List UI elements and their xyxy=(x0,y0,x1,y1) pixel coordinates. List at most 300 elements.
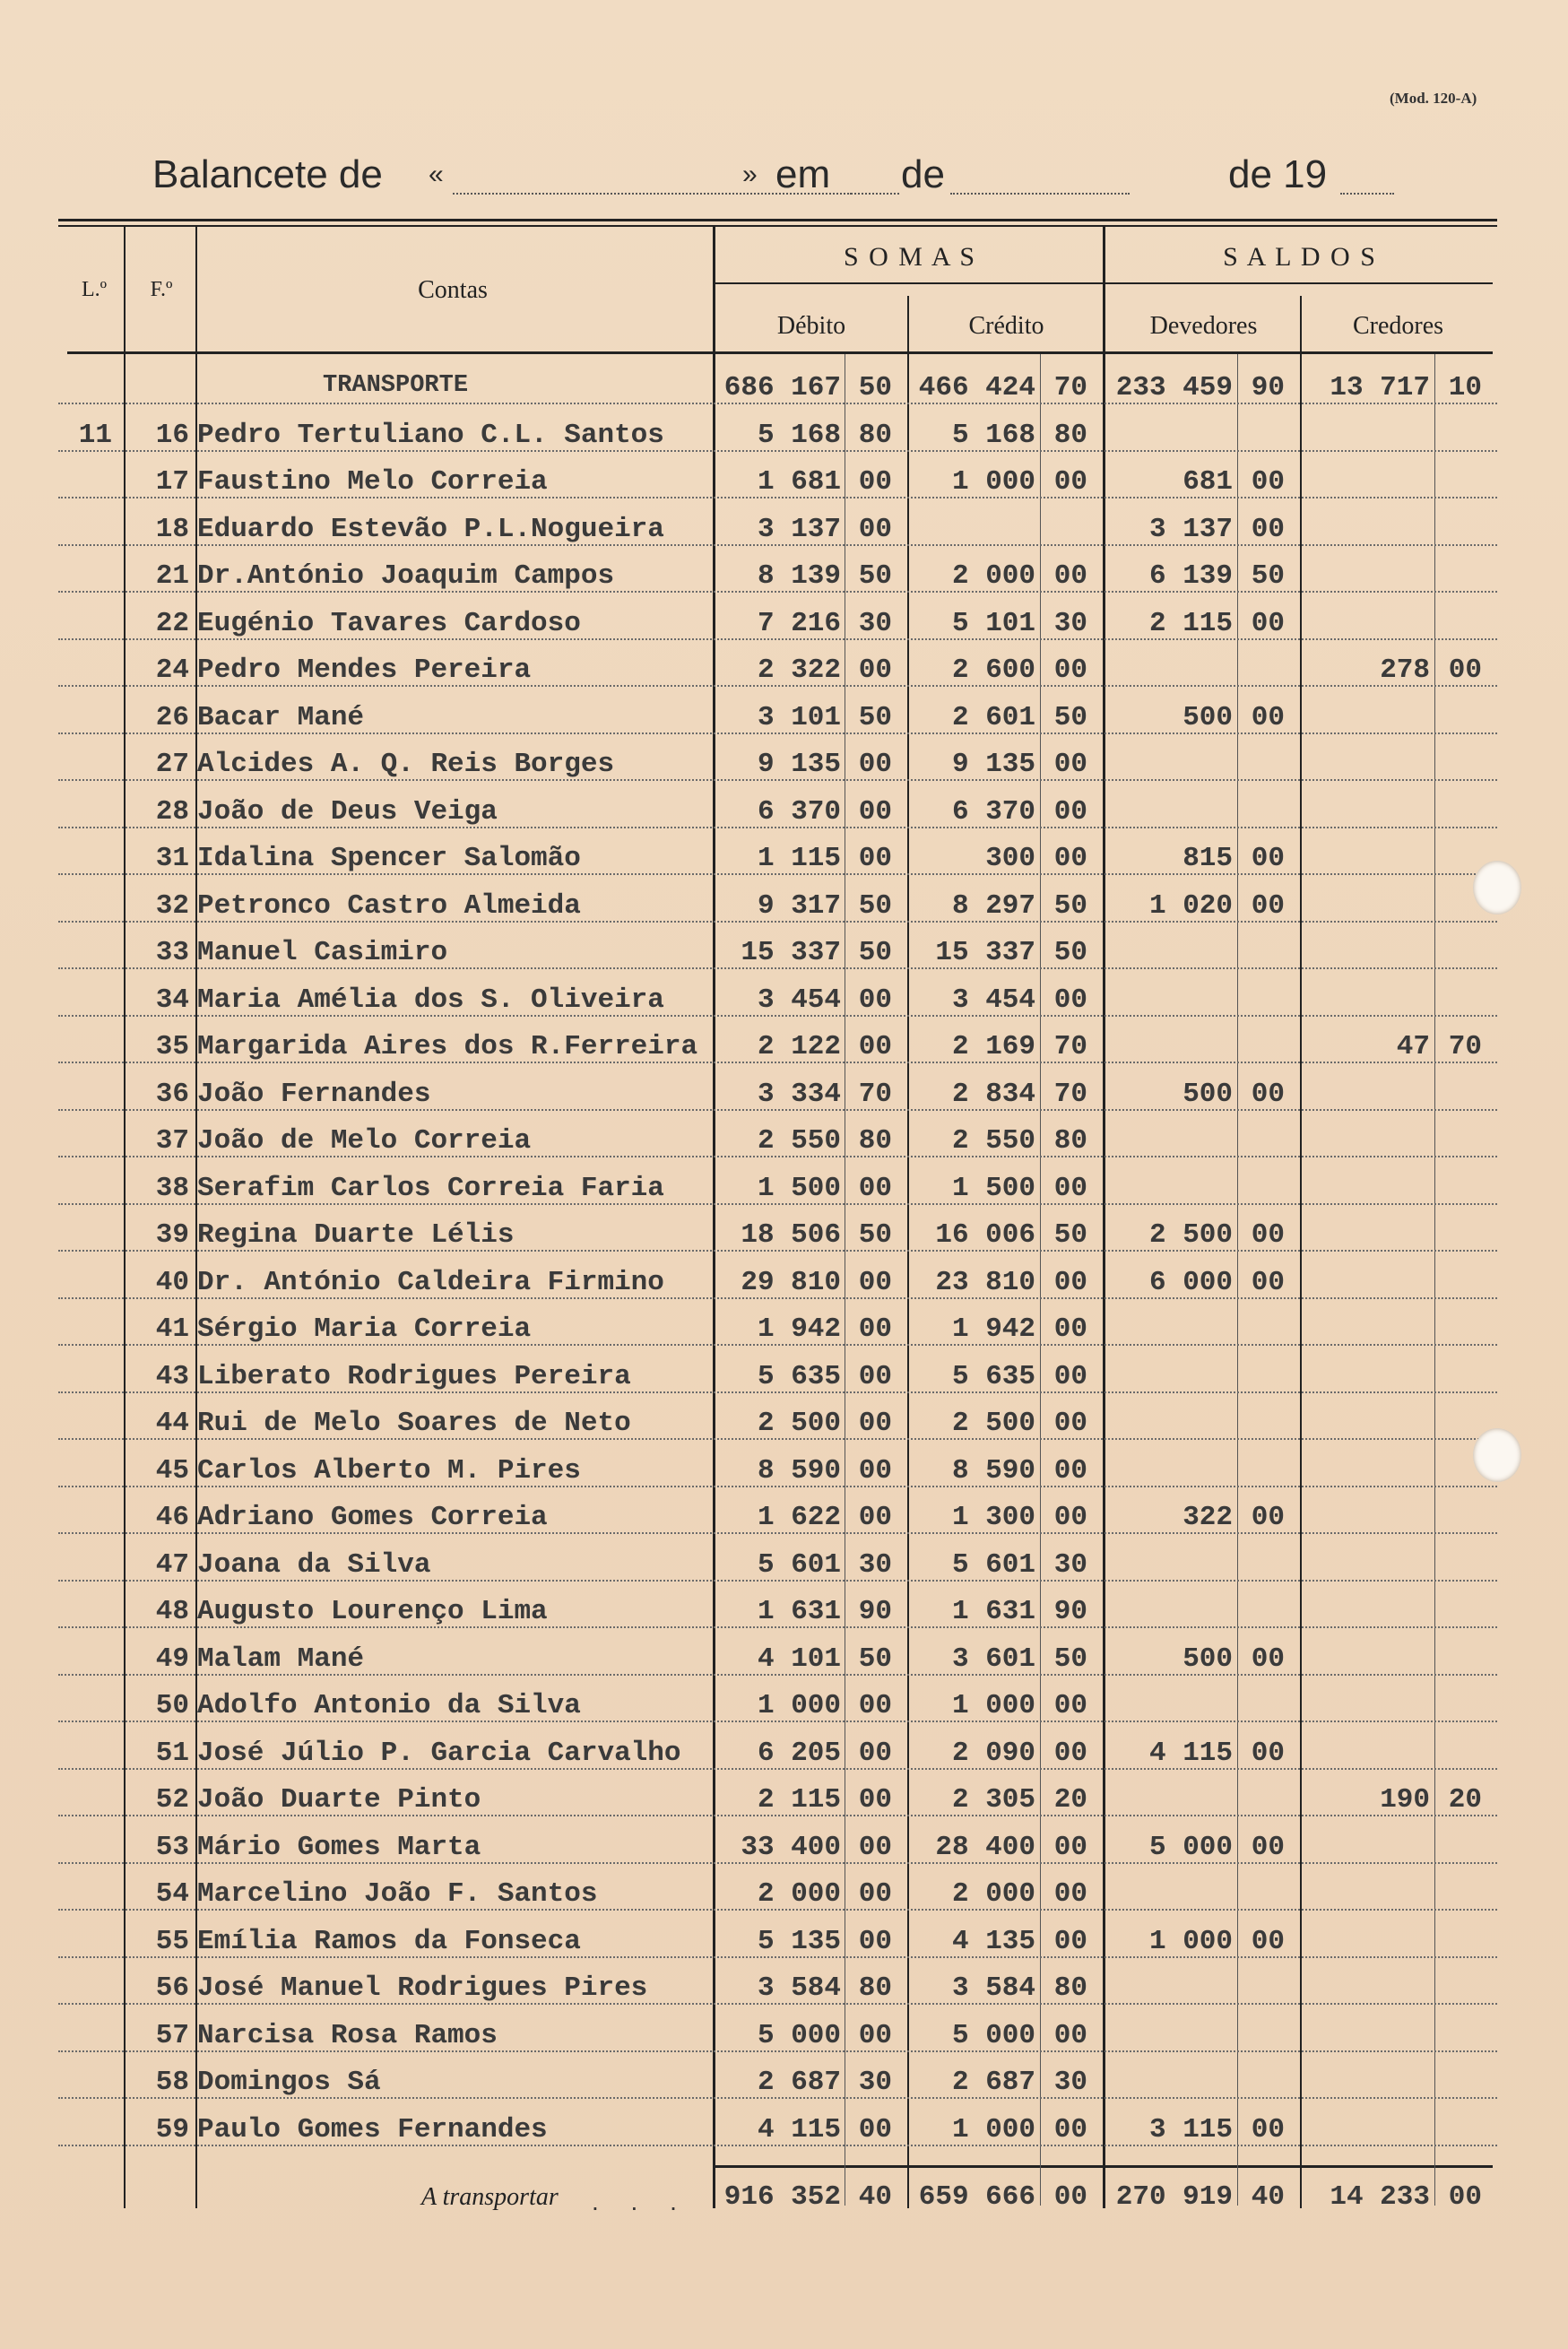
debito-cents: 00 xyxy=(858,1690,892,1721)
account-name: João de Deus Veiga xyxy=(197,795,498,828)
credito-cents: 30 xyxy=(1053,607,1087,639)
header-contas: Contas xyxy=(418,276,488,304)
table-row xyxy=(58,740,1497,786)
punch-hole-bottom xyxy=(1473,1428,1521,1482)
account-name: Margarida Aires dos R.Ferreira xyxy=(197,1031,698,1062)
debito-cents: 00 xyxy=(858,466,892,498)
credores-value: 47 xyxy=(1396,1031,1430,1062)
table-row xyxy=(58,1070,1497,1116)
account-name: Faustino Melo Correia xyxy=(197,466,548,498)
credores-cents: 10 xyxy=(1448,372,1482,403)
table-row xyxy=(58,1116,1497,1163)
debito-value: 33 400 xyxy=(741,1831,841,1863)
table-row xyxy=(58,1164,1497,1210)
credito-value: 2 000 xyxy=(951,1878,1035,1910)
account-name: Serafim Carlos Correia Faria xyxy=(197,1172,664,1204)
debito-value: 1 115 xyxy=(757,843,841,874)
account-name: Marcelino João F. Santos xyxy=(197,1878,598,1910)
debito-cents: 80 xyxy=(858,419,892,451)
credito-cents: 50 xyxy=(1053,937,1087,968)
row-fo: 22 xyxy=(155,607,189,639)
debito-cents: 80 xyxy=(858,1972,892,2004)
credores-cents: 00 xyxy=(1448,654,1482,686)
account-name: Liberato Rodrigues Pereira xyxy=(197,1360,631,1392)
table-row xyxy=(58,1446,1497,1493)
row-fo: 34 xyxy=(155,984,189,1016)
devedores-value: 815 xyxy=(1182,843,1233,874)
debito-value: 1 681 xyxy=(757,466,841,498)
title-blank-3 xyxy=(950,193,1130,195)
debito-cents: 00 xyxy=(858,2019,892,2051)
account-name: João de Melo Correia xyxy=(197,1125,532,1157)
devedores-value: 681 xyxy=(1182,466,1233,498)
header-lo: L.º xyxy=(81,278,108,301)
credito-cents: 00 xyxy=(1053,984,1087,1016)
account-name: João Duarte Pinto xyxy=(197,1784,481,1816)
row-fo: 51 xyxy=(155,1737,189,1769)
a-transportar-label: A transportar xyxy=(421,2183,559,2211)
account-name: TRANSPORTE xyxy=(323,372,469,399)
credito-cents: 90 xyxy=(1053,1596,1087,1627)
devedores-value: 500 xyxy=(1182,701,1233,733)
header-fo: F.º xyxy=(150,278,173,301)
credito-value: 2 601 xyxy=(951,701,1035,733)
debito-value: 3 334 xyxy=(757,1078,841,1110)
credito-cents: 50 xyxy=(1053,889,1087,922)
credito-cents: 00 xyxy=(1053,1266,1087,1298)
row-fo: 38 xyxy=(155,1172,189,1204)
table-row xyxy=(58,646,1497,692)
credito-cents: 00 xyxy=(1053,1831,1087,1863)
account-name: Adriano Gomes Correia xyxy=(197,1502,548,1533)
credito-cents: 00 xyxy=(1053,795,1087,828)
credito-cents: 70 xyxy=(1053,1031,1087,1062)
credito-value: 1 631 xyxy=(951,1596,1035,1627)
table-row xyxy=(58,1258,1497,1305)
credito-cents: 00 xyxy=(1053,749,1087,780)
debito-value: 2 550 xyxy=(757,1125,841,1157)
row-fo: 48 xyxy=(155,1596,189,1627)
row-fo: 16 xyxy=(155,419,189,451)
debito-value: 7 216 xyxy=(757,607,841,639)
account-name: João Fernandes xyxy=(197,1078,431,1110)
table-row xyxy=(58,599,1497,646)
account-name: José Manuel Rodrigues Pires xyxy=(197,1972,648,2004)
debito-cents: 00 xyxy=(858,1784,892,1816)
debito-value: 1 500 xyxy=(757,1172,841,1204)
debito-cents: 50 xyxy=(858,1643,892,1675)
devedores-cents: 00 xyxy=(1251,1831,1285,1863)
account-name: José Júlio P. Garcia Carvalho xyxy=(197,1737,681,1769)
credores-cents: 20 xyxy=(1448,1784,1482,1816)
title-blank-4 xyxy=(1340,193,1394,195)
table-row xyxy=(58,1587,1497,1634)
credito-cents: 80 xyxy=(1053,1125,1087,1157)
devedores-cents: 90 xyxy=(1251,372,1285,403)
debito-value: 3 137 xyxy=(757,513,841,545)
credores-value: 13 717 xyxy=(1330,372,1430,403)
total-credores-cents: 00 xyxy=(1448,2181,1482,2213)
table-row xyxy=(58,1305,1497,1351)
credito-cents: 20 xyxy=(1053,1784,1087,1816)
account-name: Sérgio Maria Correia xyxy=(197,1313,532,1345)
total-credito-cents: 00 xyxy=(1053,2181,1087,2213)
credito-value: 3 584 xyxy=(951,1972,1035,2004)
credito-value: 6 370 xyxy=(951,795,1035,828)
header-saldos: S A L D O S xyxy=(1223,242,1377,272)
debito-value: 1 622 xyxy=(757,1502,841,1533)
table-row xyxy=(58,1775,1497,1822)
debito-cents: 00 xyxy=(858,1266,892,1298)
devedores-value: 1 000 xyxy=(1148,1925,1233,1957)
devedores-cents: 00 xyxy=(1251,1925,1285,1957)
account-name: Emília Ramos da Fonseca xyxy=(197,1925,581,1957)
row-fo: 31 xyxy=(155,843,189,874)
row-fo: 43 xyxy=(155,1360,189,1392)
debito-value: 2 000 xyxy=(757,1878,841,1910)
debito-cents: 00 xyxy=(858,1313,892,1345)
credito-cents: 30 xyxy=(1053,1548,1087,1581)
row-fo: 18 xyxy=(155,513,189,545)
devedores-value: 3 137 xyxy=(1148,513,1233,545)
table-row xyxy=(58,693,1497,740)
row-fo: 44 xyxy=(155,1408,189,1439)
account-name: Alcides A. Q. Reis Borges xyxy=(197,749,615,780)
debito-cents: 00 xyxy=(858,1454,892,1487)
header-credores: Credores xyxy=(1352,312,1444,340)
account-name: Narcisa Rosa Ramos xyxy=(197,2019,498,2051)
credito-value: 5 635 xyxy=(951,1360,1035,1392)
debito-cents: 50 xyxy=(858,372,892,403)
table-row xyxy=(58,1540,1497,1587)
devedores-cents: 00 xyxy=(1251,889,1285,922)
debito-value: 5 168 xyxy=(757,419,841,451)
credito-value: 3 454 xyxy=(951,984,1035,1016)
devedores-cents: 50 xyxy=(1251,560,1285,592)
debito-cents: 00 xyxy=(858,984,892,1016)
row-fo: 40 xyxy=(155,1266,189,1298)
debito-cents: 00 xyxy=(858,1502,892,1533)
table-row xyxy=(58,1823,1497,1869)
debito-value: 5 000 xyxy=(757,2019,841,2051)
credito-value: 466 424 xyxy=(918,372,1035,403)
header-credito: Crédito xyxy=(968,312,1044,340)
devedores-cents: 00 xyxy=(1251,1643,1285,1675)
debito-value: 2 500 xyxy=(757,1408,841,1439)
row-fo: 58 xyxy=(155,2067,189,2098)
credito-cents: 00 xyxy=(1053,1925,1087,1957)
debito-cents: 50 xyxy=(858,1219,892,1251)
credito-cents: 00 xyxy=(1053,1878,1087,1910)
devedores-value: 6 139 xyxy=(1148,560,1233,592)
credito-cents: 00 xyxy=(1053,1313,1087,1345)
table-row xyxy=(58,1681,1497,1728)
debito-cents: 70 xyxy=(858,1078,892,1110)
debito-value: 4 115 xyxy=(757,2113,841,2145)
table-row xyxy=(58,1493,1497,1539)
debito-value: 3 584 xyxy=(757,1972,841,2004)
credito-value: 2 500 xyxy=(951,1408,1035,1439)
row-fo: 35 xyxy=(155,1031,189,1062)
punch-hole-top xyxy=(1473,861,1521,914)
devedores-cents: 00 xyxy=(1251,513,1285,545)
credito-cents: 00 xyxy=(1053,654,1087,686)
credito-cents: 00 xyxy=(1053,1454,1087,1487)
account-name: Domingos Sá xyxy=(197,2067,381,2098)
credito-value: 5 168 xyxy=(951,419,1035,451)
title-de-19: de 19 xyxy=(1228,152,1328,196)
account-name: Maria Amélia dos S. Oliveira xyxy=(197,984,664,1016)
debito-cents: 00 xyxy=(858,1831,892,1863)
debito-value: 6 370 xyxy=(757,795,841,828)
header-debito: Débito xyxy=(776,312,846,340)
credito-value: 8 590 xyxy=(951,1454,1035,1487)
debito-value: 2 322 xyxy=(757,654,841,686)
credito-cents: 30 xyxy=(1053,2067,1087,2098)
credito-cents: 00 xyxy=(1053,1408,1087,1439)
account-name: Adolfo Antonio da Silva xyxy=(197,1690,581,1721)
footer-totals-row xyxy=(58,2172,1497,2219)
account-name: Pedro Mendes Pereira xyxy=(197,654,532,686)
credito-cents: 70 xyxy=(1053,372,1087,403)
account-name: Augusto Lourenço Lima xyxy=(197,1596,548,1627)
debito-value: 4 101 xyxy=(757,1643,841,1675)
row-fo: 32 xyxy=(155,889,189,922)
table-row xyxy=(58,2011,1497,2058)
account-name: Pedro Tertuliano C.L. Santos xyxy=(197,419,664,451)
table-row xyxy=(58,1210,1497,1257)
devedores-cents: 00 xyxy=(1251,607,1285,639)
devedores-cents: 00 xyxy=(1251,701,1285,733)
account-name: Dr. António Caldeira Firmino xyxy=(197,1266,664,1298)
devedores-cents: 00 xyxy=(1251,1078,1285,1110)
credito-value: 2 834 xyxy=(951,1078,1035,1110)
credito-cents: 50 xyxy=(1053,1643,1087,1675)
debito-cents: 00 xyxy=(858,1408,892,1439)
total-credores: 14 233 xyxy=(1330,2181,1430,2213)
devedores-value: 322 xyxy=(1182,1502,1233,1533)
table-row xyxy=(58,834,1497,880)
credito-value: 2 600 xyxy=(951,654,1035,686)
debito-cents: 00 xyxy=(858,2113,892,2145)
credito-value: 8 297 xyxy=(951,889,1035,922)
credores-value: 190 xyxy=(1380,1784,1430,1816)
credito-cents: 50 xyxy=(1053,1219,1087,1251)
credito-value: 2 687 xyxy=(951,2067,1035,2098)
credito-value: 15 337 xyxy=(935,937,1035,968)
credito-value: 3 601 xyxy=(951,1643,1035,1675)
credito-cents: 70 xyxy=(1053,1078,1087,1110)
header-devedores: Devedores xyxy=(1149,312,1258,340)
credito-value: 23 810 xyxy=(935,1266,1035,1298)
account-name: Regina Duarte Lélis xyxy=(197,1219,515,1251)
row-fo: 17 xyxy=(155,466,189,498)
row-fo: 53 xyxy=(155,1831,189,1863)
table-row xyxy=(58,975,1497,1022)
row-fo: 59 xyxy=(155,2113,189,2145)
debito-value: 6 205 xyxy=(757,1737,841,1769)
title-de-1: de xyxy=(901,152,945,196)
account-name: Malam Mané xyxy=(197,1643,365,1675)
devedores-value: 3 115 xyxy=(1148,2113,1233,2145)
devedores-cents: 00 xyxy=(1251,1266,1285,1298)
account-name: Eduardo Estevão P.L.Nogueira xyxy=(197,513,664,545)
table-row xyxy=(58,505,1497,551)
credito-value: 28 400 xyxy=(935,1831,1035,1863)
credito-value: 2 550 xyxy=(951,1125,1035,1157)
table-row xyxy=(58,1917,1497,1963)
debito-value: 5 635 xyxy=(757,1360,841,1392)
table-row xyxy=(58,1399,1497,1445)
row-fo: 41 xyxy=(155,1313,189,1345)
table-row xyxy=(58,2105,1497,2152)
debito-cents: 00 xyxy=(858,1360,892,1392)
debito-value: 8 590 xyxy=(757,1454,841,1487)
credito-cents: 00 xyxy=(1053,1690,1087,1721)
row-fo: 37 xyxy=(155,1125,189,1157)
devedores-cents: 00 xyxy=(1251,1502,1285,1533)
devedores-value: 5 000 xyxy=(1148,1831,1233,1863)
debito-cents: 00 xyxy=(858,843,892,874)
total-debito: 916 352 xyxy=(723,2181,841,2213)
devedores-value: 6 000 xyxy=(1148,1266,1233,1298)
page-title xyxy=(152,152,1408,206)
row-fo: 28 xyxy=(155,795,189,828)
credito-cents: 00 xyxy=(1053,1172,1087,1204)
debito-cents: 30 xyxy=(858,1548,892,1581)
table-row xyxy=(58,2058,1497,2104)
debito-cents: 00 xyxy=(858,1925,892,1957)
debito-cents: 00 xyxy=(858,1172,892,1204)
title-close-quote: » xyxy=(742,160,758,189)
total-devedores-cents: 40 xyxy=(1251,2181,1285,2213)
account-name: Joana da Silva xyxy=(197,1548,431,1581)
debito-cents: 00 xyxy=(858,1737,892,1769)
debito-value: 5 601 xyxy=(757,1548,841,1581)
row-lo: 11 xyxy=(78,419,112,451)
credito-value: 1 942 xyxy=(951,1313,1035,1345)
credito-cents: 00 xyxy=(1053,560,1087,592)
table-top-rule-2 xyxy=(58,225,1497,227)
debito-cents: 90 xyxy=(858,1596,892,1627)
account-name: Idalina Spencer Salomão xyxy=(197,843,581,874)
debito-value: 3 454 xyxy=(757,984,841,1016)
debito-value: 15 337 xyxy=(741,937,841,968)
debito-value: 1 631 xyxy=(757,1596,841,1627)
debito-cents: 30 xyxy=(858,607,892,639)
credito-value: 5 601 xyxy=(951,1548,1035,1581)
row-fo: 26 xyxy=(155,701,189,733)
table-row xyxy=(58,1729,1497,1775)
devedores-value: 2 115 xyxy=(1148,607,1233,639)
debito-cents: 00 xyxy=(858,1878,892,1910)
table-top-rule-1 xyxy=(58,219,1497,221)
credito-value: 1 300 xyxy=(951,1502,1035,1533)
debito-cents: 50 xyxy=(858,937,892,968)
debito-value: 5 135 xyxy=(757,1925,841,1957)
credito-cents: 00 xyxy=(1053,843,1087,874)
account-name: Manuel Casimiro xyxy=(197,937,448,968)
devedores-value: 500 xyxy=(1182,1078,1233,1110)
credito-cents: 50 xyxy=(1053,701,1087,733)
credito-cents: 00 xyxy=(1053,466,1087,498)
credito-value: 1 500 xyxy=(951,1172,1035,1204)
total-credito: 659 666 xyxy=(918,2181,1035,2213)
devedores-cents: 00 xyxy=(1251,1219,1285,1251)
debito-value: 9 317 xyxy=(757,889,841,922)
credito-value: 1 000 xyxy=(951,2113,1035,2145)
debito-cents: 50 xyxy=(858,701,892,733)
debito-cents: 00 xyxy=(858,1031,892,1062)
credores-cents: 70 xyxy=(1448,1031,1482,1062)
table-row xyxy=(58,1352,1497,1399)
table-row xyxy=(58,787,1497,834)
row-fo: 27 xyxy=(155,749,189,780)
row-fo: 47 xyxy=(155,1548,189,1581)
debito-value: 29 810 xyxy=(741,1266,841,1298)
total-debito-cents: 40 xyxy=(858,2181,892,2213)
credito-value: 300 xyxy=(985,843,1035,874)
debito-value: 2 687 xyxy=(757,2067,841,2098)
credores-value: 278 xyxy=(1380,654,1430,686)
title-blank-2 xyxy=(850,193,899,195)
debito-cents: 00 xyxy=(858,654,892,686)
debito-cents: 80 xyxy=(858,1125,892,1157)
credito-value: 2 090 xyxy=(951,1737,1035,1769)
row-fo: 55 xyxy=(155,1925,189,1957)
row-fo: 39 xyxy=(155,1219,189,1251)
devedores-cents: 00 xyxy=(1251,466,1285,498)
credito-value: 16 006 xyxy=(935,1219,1035,1251)
credito-cents: 80 xyxy=(1053,1972,1087,2004)
debito-value: 3 101 xyxy=(757,701,841,733)
header-somas: S O M A S xyxy=(843,242,977,272)
title-open-quote: « xyxy=(429,160,444,189)
devedores-value: 500 xyxy=(1182,1643,1233,1675)
devedores-value: 4 115 xyxy=(1148,1737,1233,1769)
debito-cents: 50 xyxy=(858,889,892,922)
credito-value: 1 000 xyxy=(951,466,1035,498)
debito-cents: 00 xyxy=(858,795,892,828)
account-name: Petronco Castro Almeida xyxy=(197,889,581,922)
account-name: Dr.António Joaquim Campos xyxy=(197,560,615,592)
debito-value: 2 122 xyxy=(757,1031,841,1062)
credito-value: 2 305 xyxy=(951,1784,1035,1816)
credito-cents: 00 xyxy=(1053,1360,1087,1392)
row-fo: 46 xyxy=(155,1502,189,1533)
credito-value: 5 000 xyxy=(951,2019,1035,2051)
credito-cents: 80 xyxy=(1053,419,1087,451)
devedores-value: 1 020 xyxy=(1148,889,1233,922)
row-fo: 49 xyxy=(155,1643,189,1675)
row-fo: 21 xyxy=(155,560,189,592)
devedores-cents: 00 xyxy=(1251,2113,1285,2145)
debito-value: 8 139 xyxy=(757,560,841,592)
title-balancete: Balancete de xyxy=(152,152,383,196)
devedores-value: 233 459 xyxy=(1115,372,1233,403)
debito-value: 1 000 xyxy=(757,1690,841,1721)
debito-value: 2 115 xyxy=(757,1784,841,1816)
account-name: Rui de Melo Soares de Neto xyxy=(197,1408,631,1439)
table-row xyxy=(58,411,1497,457)
total-devedores: 270 919 xyxy=(1115,2181,1233,2213)
account-name: Mário Gomes Marta xyxy=(197,1831,481,1863)
table-row xyxy=(58,363,1497,410)
debito-value: 18 506 xyxy=(741,1219,841,1251)
debito-value: 1 942 xyxy=(757,1313,841,1345)
credito-value: 4 135 xyxy=(951,1925,1035,1957)
debito-cents: 00 xyxy=(858,749,892,780)
